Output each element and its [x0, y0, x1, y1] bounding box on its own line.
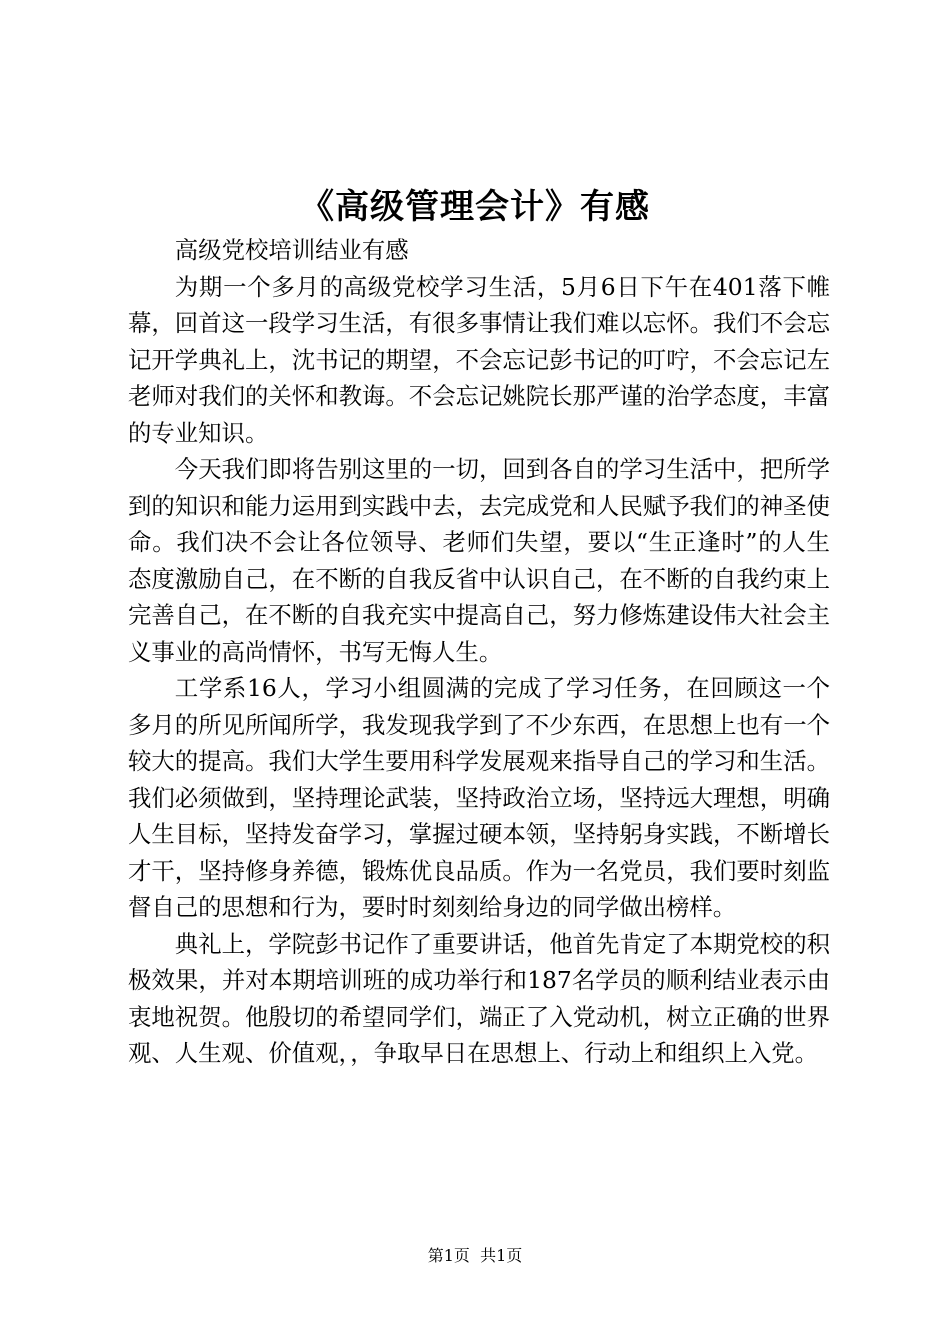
paragraph-2: 今天我们即将告别这里的一切，回到各自的学习生活中，把所学到的知识和能力运用到实践中去，去完成党和人民赋予我们的神圣使命。我们决不会让各位领导、老师们失望，要以“生正逢时”的人生态度激励自己，在不断的自我反省中认识自己，在不断的自我约束上完善自己，在不断的自我充实中提高自己，努力修炼建设伟大社会主义事业的高尚情怀，书写无悔人生。: [128, 455, 830, 666]
paragraph-3: 工学系16人，学习小组圆满的完成了学习任务，在回顾这一个多月的所见所闻所学，我发现我学到了不少东西，在思想上也有一个较大的提高。我们大学生要用科学发展观来指导自己的学习和生活。我们必须做到，坚持理论武装，坚持政治立场，坚持远大理想，明确人生目标，坚持发奋学习，掌握过硬本领，坚持躬身实践，不断增长才干，坚持修身养德，锻炼优良品质。作为一名党员，我们要时刻监督自己的思想和行为，要时时刻刻给身边的同学做出榜样。: [128, 674, 830, 921]
paragraph-4: 典礼上，学院彭书记作了重要讲话，他首先肯定了本期党校的积极效果，并对本期培训班的成功举行和187名学员的顺利结业表示由衷地祝贺。他殷切的希望同学们，端正了入党动机，树立正确的世界观、人生观、价值观，，争取早日在思想上、行动上和组织上入党。: [128, 929, 830, 1067]
page-total: 共1页: [480, 1246, 523, 1265]
page-number: 第1页: [427, 1246, 470, 1265]
page-footer: [0, 1244, 950, 1268]
document-subtitle: 高级党校培训结业有感: [174, 236, 409, 264]
document-body: [128, 232, 830, 1072]
document-title: 《高级管理会计》有感: [300, 187, 650, 227]
paragraph-1: 为期一个多月的高级党校学习生活，5月6日下午在401落下帷幕，回首这一段学习生活，有很多事情让我们难以忘怀。我们不会忘记开学典礼上，沈书记的期望，不会忘记彭书记的叮咛，不会忘记左老师对我们的关怀和教诲。不会忘记姚院长那严谨的治学态度，丰富的专业知识。: [128, 272, 830, 447]
